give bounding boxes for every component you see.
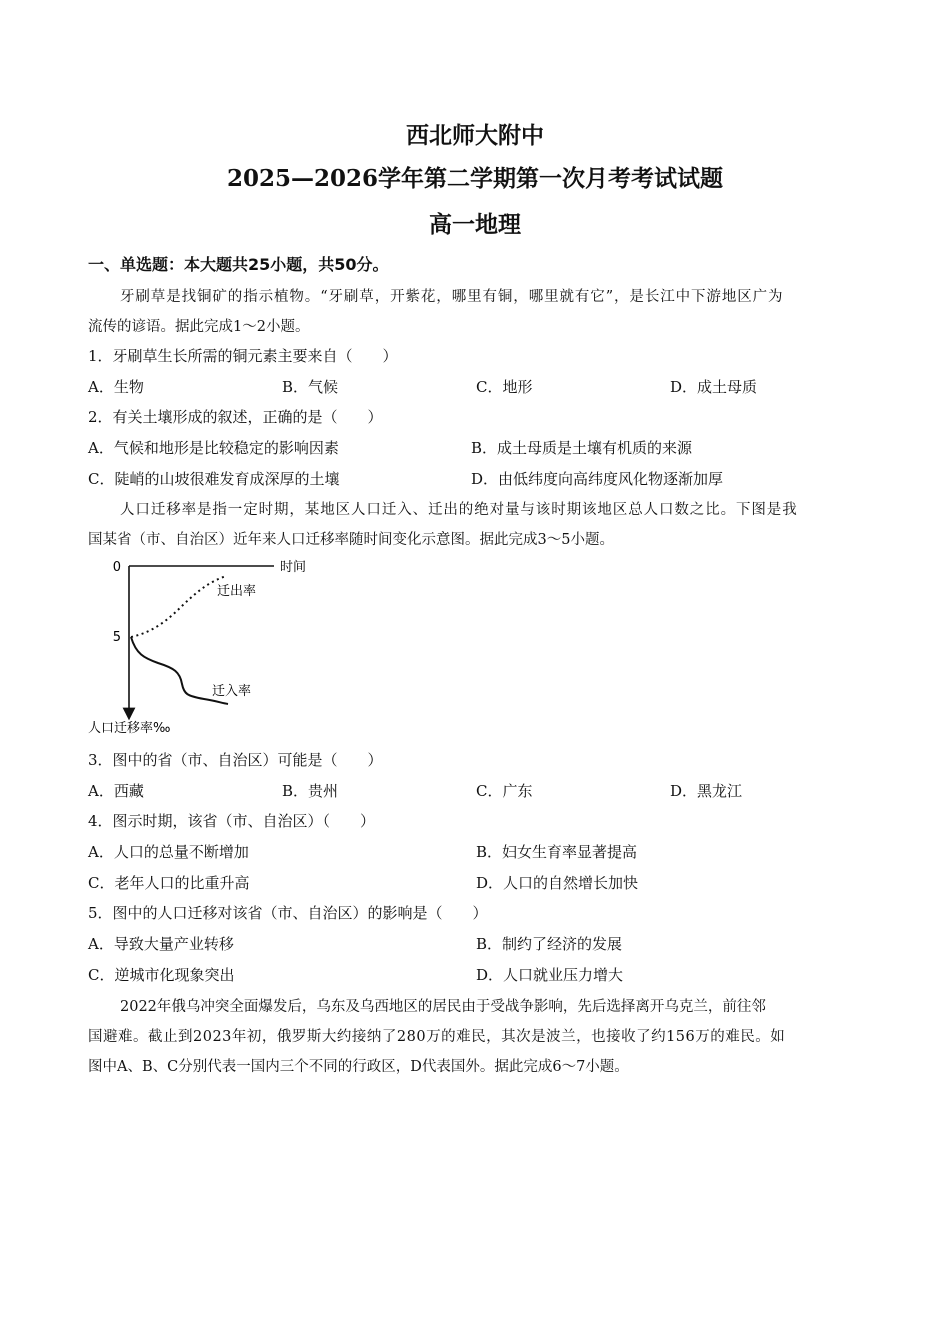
tick-label-5: 5	[112, 630, 121, 645]
y-axis-label: 人口迁移率‰	[88, 721, 171, 736]
q2-option-d: D．由低纬度向高纬度风化物逐渐加厚	[471, 470, 724, 488]
tick-label-0: 0	[112, 560, 121, 575]
passage-3-line-2: 国避难。截止到2023年初，俄罗斯大约接纳了280万的难民，其次是波兰，也接收了约156万的难民。如	[88, 1029, 786, 1045]
passage-2-line-2: 国某省（市、自治区）近年来人口迁移率随时间变化示意图。据此完成3～5小题。	[88, 532, 614, 548]
q3-option-d: D．黑龙江	[670, 782, 743, 800]
q1-option-c: C．地形	[476, 378, 533, 396]
q1-option-d: D．成土母质	[670, 378, 758, 396]
immigration-rate-label: 迁入率	[212, 684, 252, 699]
q4-option-b: B．妇女生育率显著提高	[476, 843, 638, 861]
q3-option-a: A．西藏	[88, 782, 144, 800]
migration-rate-figure	[84, 554, 324, 739]
q2-option-c: C．陡峭的山坡很难发育成深厚的土壤	[88, 470, 340, 488]
q3-stem: 3．图中的省（市、自治区）可能是（ ）	[88, 751, 383, 769]
passage-3-line-3: 图中A、B、C分别代表一国内三个不同的行政区，D代表国外。据此完成6～7小题。	[88, 1059, 629, 1075]
q3-option-c: C．广东	[476, 782, 533, 800]
q5-option-b: B．制约了经济的发展	[476, 935, 623, 953]
passage-3-line-1: 2022年俄乌冲突全面爆发后，乌东及乌西地区的居民由于受战争影响，先后选择离开乌克兰，前往邻	[120, 999, 766, 1015]
subject-title: 高一地理	[429, 211, 521, 238]
q1-stem: 1．牙刷草生长所需的铜元素主要来自（ ）	[88, 347, 398, 365]
passage-2-line-1: 人口迁移率是指一定时期，某地区人口迁入、迁出的绝对量与该时期该地区总人口数之比。下图是我	[120, 502, 798, 518]
q1-option-b: B．气候	[282, 378, 339, 396]
q4-option-d: D．人口的自然增长加快	[476, 874, 639, 892]
x-axis-label: 时间	[280, 560, 307, 575]
school-name: 西北师大附中	[406, 122, 544, 149]
q5-option-a: A．导致大量产业转移	[88, 935, 234, 953]
q5-option-c: C．逆城市化现象突出	[88, 966, 235, 984]
q4-option-c: C．老年人口的比重升高	[88, 874, 250, 892]
q4-stem: 4．图示时期，该省（市、自治区）（ ）	[88, 812, 376, 830]
q5-stem: 5．图中的人口迁移对该省（市、自治区）的影响是（ ）	[88, 904, 488, 922]
emigration-rate-line	[131, 576, 226, 637]
exam-title: 2025—2026学年第二学期第一次月考考试试题	[226, 165, 724, 192]
q2-stem: 2．有关土壤形成的叙述，正确的是（ ）	[88, 408, 383, 426]
passage-1-line-1: 牙刷草是找铜矿的指示植物。“牙刷草，开紫花，哪里有铜，哪里就有它”，是长江中下游地区广为	[120, 289, 784, 305]
q2-option-b: B．成土母质是土壤有机质的来源	[471, 439, 693, 457]
q5-option-d: D．人口就业压力增大	[476, 966, 624, 984]
emigration-rate-label: 迁出率	[217, 584, 257, 599]
q3-option-b: B．贵州	[282, 782, 339, 800]
q2-option-a: A．气候和地形是比较稳定的影响因素	[88, 439, 339, 457]
section-heading: 一、单选题：本大题共25小题，共50分。	[88, 255, 389, 274]
passage-1-line-2: 流传的谚语。据此完成1～2小题。	[88, 319, 310, 335]
q4-option-a: A．人口的总量不断增加	[88, 843, 249, 861]
q1-option-a: A．生物	[88, 378, 144, 396]
